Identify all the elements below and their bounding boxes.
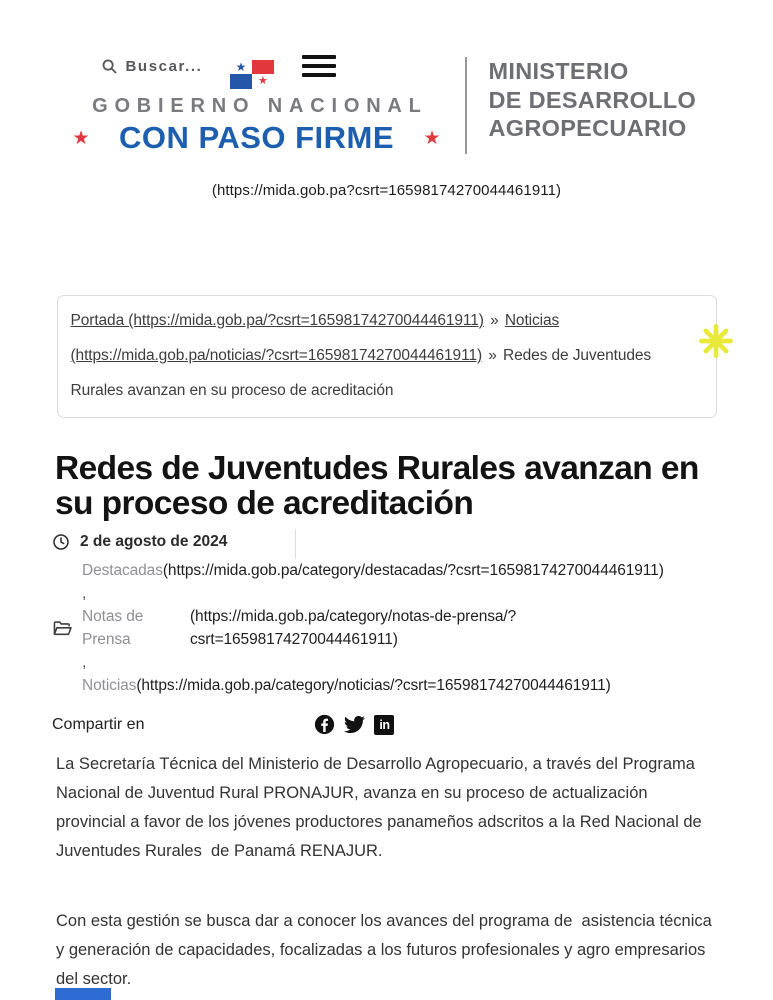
article-paragraph-2: Con esta gestión se busca dar a conocer los avances del programa de asistencia técnica y generación de capacidades, focalizadas a los futuros profesionales y agro empresarios del sector.	[56, 912, 717, 988]
breadcrumb-current-page: Redes de Juventudes Rurales avanzan en su proceso de acreditación	[70, 347, 652, 399]
category-list	[52, 559, 773, 697]
linkedin-icon[interactable]: in	[374, 715, 394, 735]
menu-icon[interactable]	[302, 55, 336, 78]
share-section	[52, 714, 773, 735]
category-noticias: Noticias(https://mida.gob.pa/category/noticias/?csrt=16598174270044461911)	[82, 677, 611, 694]
folder-icon	[52, 618, 82, 639]
article-paragraph-1: La Secretaría Técnica del Ministerio de Desarrollo Agropecuario, a través del Programa Nacional de Juventud Rural PRONAJUR, avanza en su proceso de actualización provincial a favor de los jóvenes productores panameños adscritos a la Red Nacional de Juventudes Rurales de Panamá RENAJUR.	[56, 755, 707, 860]
yellow-asterisk-icon	[698, 323, 734, 359]
search-button[interactable]	[101, 58, 203, 75]
bottom-blue-bar	[55, 988, 111, 1000]
publish-date: 2 de agosto de 2024	[80, 533, 228, 550]
article-meta	[52, 530, 773, 697]
breadcrumb	[57, 295, 717, 418]
search-label[interactable]: Buscar...	[125, 57, 203, 75]
category-destacadas: Destacadas(https://mida.gob.pa/category/destacadas/?csrt=16598174270044461911)	[82, 562, 664, 579]
star-icon: ★	[72, 127, 90, 149]
breadcrumb-separator: »	[488, 347, 497, 364]
flag-red-star: ★	[252, 74, 274, 89]
facebook-icon[interactable]	[314, 714, 335, 735]
ministry-line-3: AGROPECUARIO	[488, 115, 687, 142]
page-title: Redes de Juventudes Rurales avanzan en su proceso de acreditación	[55, 450, 699, 522]
breadcrumb-link-portada[interactable]: Portada (https://mida.gob.pa/?csrt=16598174270044461911)	[70, 312, 484, 329]
logo-divider	[465, 57, 467, 154]
flag-blue-star: ★	[230, 60, 252, 75]
star-icon: ★	[423, 127, 441, 149]
meta-divider	[295, 529, 296, 559]
share-label: Compartir en	[52, 715, 145, 733]
government-logo	[73, 44, 441, 156]
panama-flag-icon	[230, 60, 274, 89]
category-link[interactable]: Notas de Prensa	[82, 608, 144, 648]
flag-red-quadrant	[252, 60, 274, 75]
ministry-line-1: MINISTERIO	[488, 58, 629, 84]
search-icon[interactable]	[101, 58, 118, 75]
site-url-text: (https://mida.gob.pa?csrt=16598174270044461911)	[211, 182, 562, 199]
site-header	[37, 0, 737, 156]
ministry-logotype	[465, 44, 697, 156]
twitter-icon[interactable]	[344, 714, 365, 735]
category-notas-de-prensa: Notas de Prensa (https://mida.gob.pa/category/notas-de-prensa/? csrt=16598174270044461911)	[82, 605, 773, 651]
category-comma: ,	[82, 654, 87, 671]
breadcrumb-separator: »	[490, 312, 499, 329]
breadcrumb-link-noticias[interactable]: Noticias (https://mida.gob.pa/noticias/?csrt=16598174270044461911)	[70, 312, 560, 364]
flag-blue-quadrant	[230, 74, 252, 89]
wordmark-gobierno-nacional: GOBIERNO NACIONAL	[92, 95, 428, 117]
category-link[interactable]: Destacadas	[82, 562, 163, 579]
clock-icon	[52, 533, 70, 551]
category-comma: ,	[82, 585, 87, 602]
ministry-line-2: DE DESARROLLO	[488, 86, 697, 113]
wordmark-con-paso-firme: ★ CON PASO FIRME ★	[72, 120, 441, 155]
category-link[interactable]: Noticias	[82, 677, 137, 694]
